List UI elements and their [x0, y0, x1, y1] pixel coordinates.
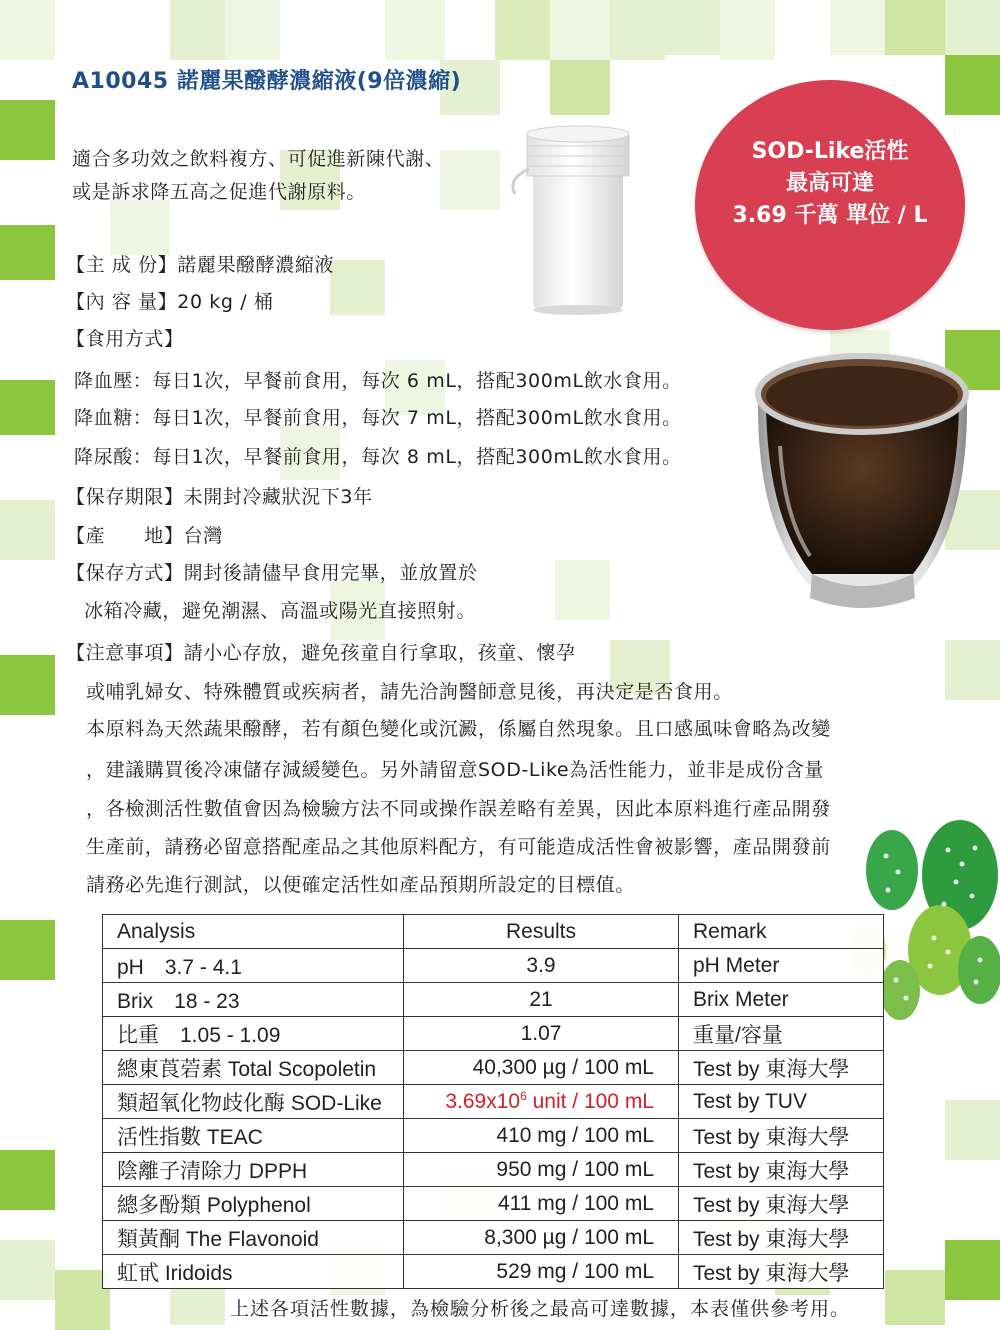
- table-row: [103, 1153, 884, 1187]
- cell-analysis: pH 3.7 - 4.1: [103, 949, 404, 983]
- sod-value-unit: unit / 100 mL: [526, 1090, 654, 1113]
- header-analysis: Analysis: [103, 915, 404, 949]
- cell-analysis: 總東莨菪素 Total Scopoletin: [103, 1051, 404, 1085]
- spec-content: 【內 容 量】20 kg / 桶: [66, 291, 274, 313]
- cell-remark: Test by 東海大學: [679, 1221, 884, 1255]
- notes-line-2: 或哺乳婦女、特殊體質或疾病者，請先洽詢醫師意見後，再決定是否食用。: [86, 681, 733, 703]
- notes-line-5: ，各檢測活性數值會因為檢驗方法不同或操作誤差略有差異，因此本原料進行產品開發: [86, 798, 831, 820]
- notes-line-4: ，建議購買後冷凍儲存減緩變色。另外請留意SOD-Like為活性能力，並非是成份含量: [86, 759, 824, 781]
- badge-line-1: SOD-Like活性: [751, 139, 909, 164]
- table-row: [103, 1221, 884, 1255]
- notes-line-1: 【注意事項】請小心存放，避免孩童自行拿取，孩童、懷孕: [66, 642, 576, 664]
- usage-line-3: 降尿酸：每日1次，早餐前食用，每次 8 mL，搭配300mL飲水食用。: [74, 446, 682, 468]
- cell-result: 40,300 µg / 100 mL: [404, 1051, 679, 1085]
- usage-line-1: 降血壓：每日1次，早餐前食用，每次 6 mL，搭配300mL飲水食用。: [74, 370, 682, 392]
- cell-analysis: 比重 1.05 - 1.09: [103, 1017, 404, 1051]
- cell-result: 950 mg / 100 mL: [404, 1153, 679, 1187]
- product-code: A10045: [72, 69, 169, 94]
- intro-line-1: 適合多功效之飲料複方、可促進新陳代謝、: [72, 148, 445, 170]
- cell-remark: pH Meter: [679, 949, 884, 983]
- product-name: 諾麗果醱酵濃縮液(9倍濃縮): [176, 69, 462, 94]
- cell-result: 411 mg / 100 mL: [404, 1187, 679, 1221]
- table-row: [103, 1187, 884, 1221]
- intro-line-2: 或是訴求降五高之促進代謝原料。: [72, 181, 367, 203]
- cell-remark: Test by TUV: [679, 1085, 884, 1119]
- sod-value-base: 3.69x10: [445, 1090, 521, 1113]
- cell-result: 21: [404, 983, 679, 1017]
- table-row: [103, 1255, 884, 1289]
- cell-remark: Brix Meter: [679, 983, 884, 1017]
- cell-result: 410 mg / 100 mL: [404, 1119, 679, 1153]
- badge-line-2: 最高可達: [785, 171, 874, 196]
- header-remark: Remark: [679, 915, 884, 949]
- cell-result: 1.07: [404, 1017, 679, 1051]
- cell-analysis: Brix 18 - 23: [103, 983, 404, 1017]
- usage-line-2: 降血糖：每日1次，早餐前食用，每次 7 mL，搭配300mL飲水食用。: [74, 407, 682, 429]
- spec-shelf-life: 【保存期限】未開封冷藏狀況下3年: [66, 486, 373, 508]
- sod-activity-badge: [695, 80, 965, 330]
- notes-line-6: 生產前，請務必留意搭配產品之其他原料配方，有可能造成活性會被影響，產品開發前: [86, 836, 831, 858]
- table-row: [103, 1017, 884, 1051]
- analysis-table: [102, 914, 884, 1289]
- cell-analysis: 類超氧化物歧化酶 SOD-Like: [103, 1085, 404, 1119]
- cell-remark: Test by 東海大學: [679, 1255, 884, 1289]
- cell-remark: 重量/容量: [679, 1017, 884, 1051]
- cell-analysis: 類黃酮 The Flavonoid: [103, 1221, 404, 1255]
- spec-usage-header: 【食用方式】: [66, 328, 184, 350]
- sod-value-exponent: 6: [520, 1089, 527, 1103]
- footer-note: 上述各項活性數據，為檢驗分析後之最高可達數據，本表僅供參考用。: [230, 1298, 851, 1320]
- table-row: [103, 1085, 884, 1119]
- badge-line-3: 3.69 千萬 單位 / L: [732, 203, 928, 228]
- cell-result: 3.9: [404, 949, 679, 983]
- spec-storage-line-2: 冰箱冷藏，避免潮濕、高溫或陽光直接照射。: [84, 600, 477, 622]
- cell-remark: Test by 東海大學: [679, 1119, 884, 1153]
- cell-remark: Test by 東海大學: [679, 1187, 884, 1221]
- juice-glass-image: [750, 336, 975, 616]
- notes-line-3: 本原料為天然蔬果醱酵，若有顏色變化或沉澱，係屬自然現象。且口感風味會略為改變: [86, 718, 831, 740]
- product-bucket-image: [505, 124, 640, 316]
- table-row: [103, 1051, 884, 1085]
- table-header-row: [103, 915, 884, 949]
- spec-storage-line-1: 【保存方式】開封後請儘早食用完畢，並放置於: [66, 562, 478, 584]
- cell-analysis: 陰離子清除力 DPPH: [103, 1153, 404, 1187]
- cell-result: 529 mg / 100 mL: [404, 1255, 679, 1289]
- header-results: Results: [404, 915, 679, 949]
- cell-result: 8,300 µg / 100 mL: [404, 1221, 679, 1255]
- cell-result-sod: [404, 1085, 679, 1119]
- cell-analysis: 虹甙 Iridoids: [103, 1255, 404, 1289]
- table-row: [103, 983, 884, 1017]
- cell-analysis: 總多酚類 Polyphenol: [103, 1187, 404, 1221]
- product-title: [72, 64, 461, 95]
- spec-origin: 【產 地】台灣: [66, 525, 223, 547]
- cell-remark: Test by 東海大學: [679, 1153, 884, 1187]
- cell-analysis: 活性指數 TEAC: [103, 1119, 404, 1153]
- spec-ingredient: 【主 成 份】諾麗果醱酵濃縮液: [66, 254, 335, 276]
- table-row: [103, 949, 884, 983]
- table-row: [103, 1119, 884, 1153]
- notes-line-7: 請務必先進行測試，以便確定活性如產品預期所設定的目標值。: [86, 874, 635, 896]
- cell-remark: Test by 東海大學: [679, 1051, 884, 1085]
